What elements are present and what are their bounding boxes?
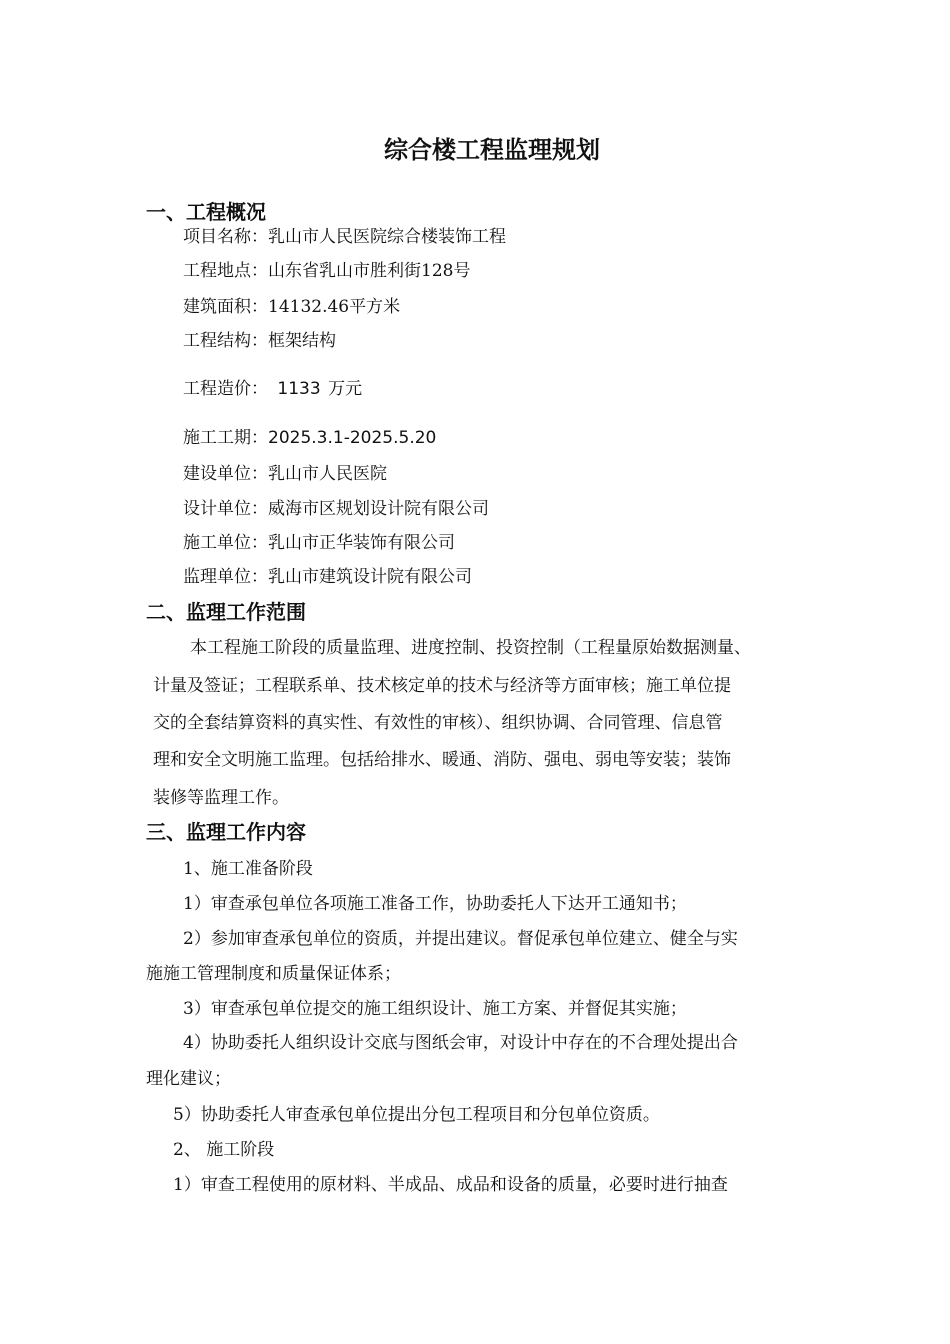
scope-paragraph-line: 理和安全文明施工监理。包括给排水、暖通、消防、强电、弱电等安装；装饰: [153, 750, 731, 770]
content-line: 1、施工准备阶段: [183, 859, 313, 879]
section-3-heading: 三、监理工作内容: [146, 820, 306, 844]
section-1-heading: 一、工程概况: [146, 200, 266, 224]
contractor-line: 施工单位：乳山市正华装饰有限公司: [183, 533, 455, 553]
cost-unit: 万元: [328, 379, 363, 399]
content-line: 1）审查工程使用的原材料、半成品、成品和设备的质量，必要时进行抽查: [173, 1175, 728, 1195]
content-line: 5）协助委托人审查承包单位提出分包工程项目和分包单位资质。: [173, 1105, 660, 1125]
content-line: 理化建议；: [146, 1069, 231, 1089]
scope-paragraph-line: 交的全套结算资料的真实性、有效性的审核）、组织协调、合同管理、信息管: [153, 713, 723, 733]
area-line: 建筑面积：14132.46平方米: [183, 297, 401, 317]
content-line: 1）审查承包单位各项施工准备工作，协助委托人下达开工通知书；: [183, 894, 687, 914]
period-line: [183, 427, 436, 449]
cost-line: [183, 378, 362, 400]
cost-label: 工程造价：: [183, 379, 268, 399]
content-line: 2、 施工阶段: [173, 1140, 275, 1160]
content-line: 施施工管理制度和质量保证体系；: [146, 964, 401, 984]
period-value: 2025.3.1-2025.5.20: [268, 428, 437, 448]
scope-paragraph-line: 装修等监理工作。: [153, 788, 289, 808]
content-line: 2）参加审查承包单位的资质，并提出建议。督促承包单位建立、健全与实: [183, 929, 738, 949]
period-label: 施工工期：: [183, 428, 268, 448]
document-title: 综合楼工程监理规划: [384, 136, 600, 164]
project-name-line: 项目名称：乳山市人民医院综合楼装饰工程: [183, 227, 506, 247]
location-line: 工程地点：山东省乳山市胜利街128号: [183, 261, 471, 281]
cost-value: 1133: [277, 379, 321, 399]
scope-paragraph-line: 本工程施工阶段的质量监理、进度控制、投资控制（工程量原始数据测量、: [190, 638, 751, 658]
scope-paragraph-line: 计量及签证；工程联系单、技术核定单的技术与经济等方面审核；施工单位提: [153, 676, 731, 696]
structure-line: 工程结构：框架结构: [183, 331, 336, 351]
content-line: 4）协助委托人组织设计交底与图纸会审，对设计中存在的不合理处提出合: [183, 1033, 738, 1053]
supervisor-line: 监理单位：乳山市建筑设计院有限公司: [183, 567, 472, 587]
section-2-heading: 二、监理工作范围: [146, 600, 306, 624]
client-line: 建设单位：乳山市人民医院: [183, 464, 387, 484]
designer-line: 设计单位：威海市区规划设计院有限公司: [183, 499, 489, 519]
content-line: 3）审查承包单位提交的施工组织设计、施工方案、并督促其实施；: [183, 999, 687, 1019]
